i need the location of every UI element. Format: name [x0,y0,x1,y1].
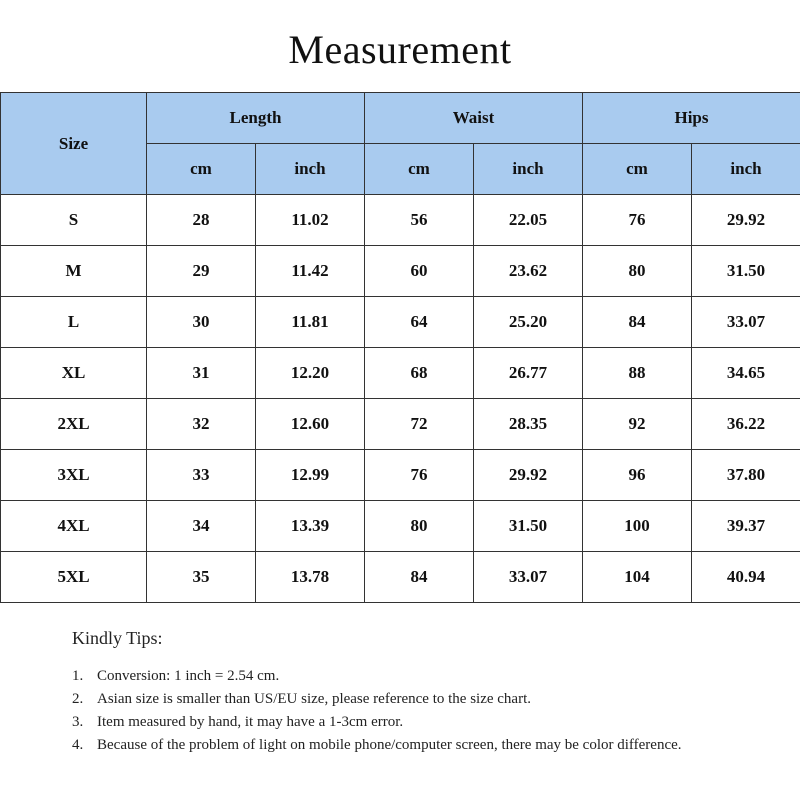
value-cell: 25.20 [474,297,583,348]
group-header-length: Length [147,93,365,144]
size-cell: M [1,246,147,297]
value-cell: 13.39 [256,501,365,552]
value-cell: 12.60 [256,399,365,450]
value-cell: 88 [583,348,692,399]
size-cell: 3XL [1,450,147,501]
value-cell: 31.50 [692,246,800,297]
table-row [1,348,800,399]
value-cell: 29 [147,246,256,297]
value-cell: 40.94 [692,552,800,603]
tip-text: Because of the problem of light on mobile phone/computer screen, there may be color difference. [97,737,682,753]
value-cell: 76 [365,450,474,501]
value-cell: 104 [583,552,692,603]
unit-header-cm: cm [147,144,256,195]
tip-text: Asian size is smaller than US/EU size, please reference to the size chart. [97,691,531,707]
value-cell: 12.20 [256,348,365,399]
value-cell: 72 [365,399,474,450]
page-title: Measurement [288,27,512,72]
unit-header-inch: inch [256,144,365,195]
value-cell: 80 [583,246,692,297]
value-cell: 92 [583,399,692,450]
unit-header-inch: inch [474,144,583,195]
table-row [1,450,800,501]
tip-item [72,711,772,734]
tips-title: Kindly Tips: [72,628,163,648]
tips-list [72,665,772,757]
value-cell: 13.78 [256,552,365,603]
size-cell: XL [1,348,147,399]
group-header-waist: Waist [365,93,583,144]
tip-item [72,734,772,757]
value-cell: 32 [147,399,256,450]
tip-number: 4. [72,737,84,753]
table-row [1,246,800,297]
value-cell: 29.92 [692,195,800,246]
value-cell: 26.77 [474,348,583,399]
unit-header-cm: cm [365,144,474,195]
value-cell: 31 [147,348,256,399]
tip-number: 3. [72,714,84,730]
value-cell: 100 [583,501,692,552]
size-cell: S [1,195,147,246]
value-cell: 64 [365,297,474,348]
value-cell: 28.35 [474,399,583,450]
value-cell: 68 [365,348,474,399]
tip-text: Conversion: 1 inch = 2.54 cm. [97,668,280,684]
value-cell: 96 [583,450,692,501]
value-cell: 76 [583,195,692,246]
value-cell: 22.05 [474,195,583,246]
value-cell: 37.80 [692,450,800,501]
value-cell: 60 [365,246,474,297]
value-cell: 11.81 [256,297,365,348]
value-cell: 33.07 [474,552,583,603]
table-row [1,501,800,552]
value-cell: 11.02 [256,195,365,246]
value-cell: 23.62 [474,246,583,297]
size-cell: 4XL [1,501,147,552]
value-cell: 84 [583,297,692,348]
value-cell: 31.50 [474,501,583,552]
value-cell: 56 [365,195,474,246]
value-cell: 12.99 [256,450,365,501]
tip-text: Item measured by hand, it may have a 1-3cm error. [97,714,404,730]
value-cell: 36.22 [692,399,800,450]
value-cell: 39.37 [692,501,800,552]
value-cell: 11.42 [256,246,365,297]
table-row [1,399,800,450]
value-cell: 34 [147,501,256,552]
kindly-tips [72,628,772,757]
value-cell: 35 [147,552,256,603]
size-cell: L [1,297,147,348]
value-cell: 29.92 [474,450,583,501]
tip-item [72,688,772,711]
value-cell: 33.07 [692,297,800,348]
size-cell: 2XL [1,399,147,450]
value-cell: 33 [147,450,256,501]
value-cell: 80 [365,501,474,552]
group-header-hips: Hips [583,93,800,144]
tip-number: 2. [72,691,84,707]
size-header: Size [1,93,147,195]
unit-header-inch: inch [692,144,800,195]
value-cell: 30 [147,297,256,348]
unit-header-cm: cm [583,144,692,195]
table-row [1,195,800,246]
header-row-groups [1,93,800,144]
table-row [1,552,800,603]
value-cell: 28 [147,195,256,246]
tip-item [72,665,772,688]
size-chart-table [0,92,800,603]
value-cell: 34.65 [692,348,800,399]
table-row [1,297,800,348]
size-cell: 5XL [1,552,147,603]
tip-number: 1. [72,668,84,684]
value-cell: 84 [365,552,474,603]
